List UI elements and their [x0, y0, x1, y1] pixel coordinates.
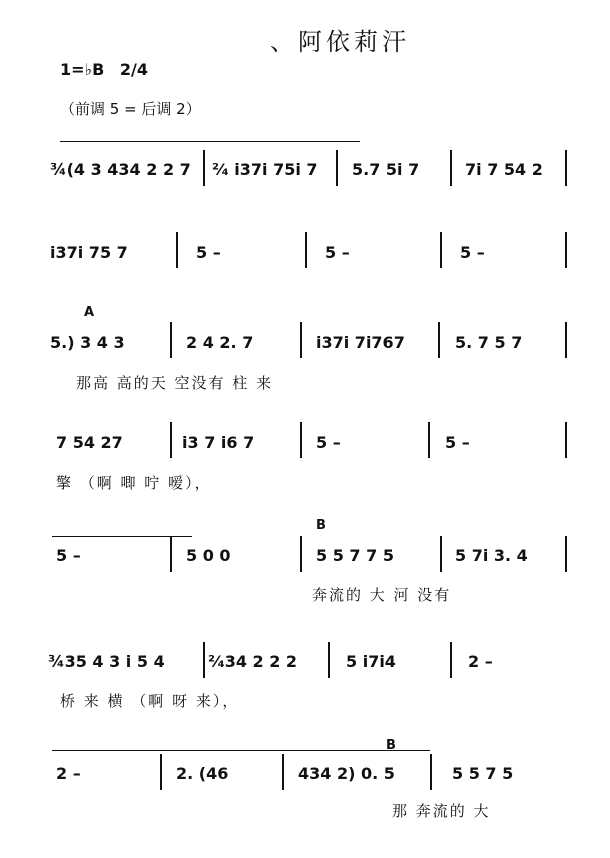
- measure-notes: 5 7i 3. 4: [455, 546, 528, 565]
- barline: [565, 232, 567, 268]
- measure-notes: 5 –: [196, 243, 221, 262]
- barline: [170, 536, 172, 572]
- measure-notes: 5. 7 5 7: [455, 333, 523, 352]
- barline: [565, 150, 567, 186]
- measure-notes: i3 7 i6 7: [182, 433, 255, 452]
- page-title: 、阿依莉汗: [270, 28, 410, 56]
- measure-notes: ¾35 4 3 i 5 4: [48, 652, 165, 671]
- measure-notes: 5 –: [325, 243, 350, 262]
- measure-notes: ¾(4 3 434 2 2 7: [50, 160, 191, 179]
- measure-notes: 2 4 2. 7: [186, 333, 254, 352]
- measure-notes: 5.7 5i 7: [352, 160, 420, 179]
- measure-notes: i37i 7i767: [316, 333, 405, 352]
- measure-notes: 5 –: [56, 546, 81, 565]
- barline: [428, 422, 430, 458]
- barline: [328, 642, 330, 678]
- modulation-note: （前调 5 = 后调 2）: [60, 100, 201, 118]
- lyrics-line: 奔流的 大 河 没有: [312, 586, 452, 604]
- barline: [300, 322, 302, 358]
- time-signature: 2/4: [119, 60, 148, 79]
- barline: [305, 232, 307, 268]
- key-text: 1=♭B: [60, 60, 105, 79]
- lyrics-line: 那高 高的天 空没有 柱 来: [76, 374, 274, 392]
- barline: [336, 150, 338, 186]
- section-mark-a: A: [84, 305, 95, 320]
- barline: [160, 754, 162, 790]
- barline: [170, 322, 172, 358]
- measure-notes: 2 –: [56, 764, 81, 783]
- barline: [176, 232, 178, 268]
- measure-notes: ²⁄₄ i37i 75i 7: [212, 160, 318, 179]
- key-signature: [60, 60, 148, 79]
- barline: [170, 422, 172, 458]
- measure-notes: 5.) 3 4 3: [50, 333, 125, 352]
- barline: [282, 754, 284, 790]
- measure-notes: 2 –: [468, 652, 493, 671]
- measure-notes: 5 –: [316, 433, 341, 452]
- barline: [203, 642, 205, 678]
- section-mark-b: B: [386, 738, 396, 753]
- barline: [440, 536, 442, 572]
- measure-notes: i37i 75 7: [50, 243, 128, 262]
- measure-notes: 5 –: [445, 433, 470, 452]
- measure-notes: 434 2) 0. 5: [298, 764, 395, 783]
- barline: [440, 232, 442, 268]
- barline: [438, 322, 440, 358]
- measure-notes: 5 –: [460, 243, 485, 262]
- measure-notes: 7 54 27: [56, 433, 123, 452]
- barline: [565, 422, 567, 458]
- lyrics-line: 擎 （啊 唧 咛 嗳），: [56, 474, 212, 492]
- measure-notes: 5 5 7 7 5: [316, 546, 394, 565]
- barline: [565, 322, 567, 358]
- slur-line: [52, 750, 430, 751]
- barline: [300, 422, 302, 458]
- lyrics-line: 那 奔流的 大: [392, 802, 491, 820]
- measure-notes: 5 i7i4: [346, 652, 396, 671]
- section-mark-b: B: [316, 518, 326, 533]
- measure-notes: 5 0 0: [186, 546, 231, 565]
- measure-notes: ²⁄₄34 2 2 2: [208, 652, 298, 671]
- barline: [430, 754, 432, 790]
- barline: [203, 150, 205, 186]
- barline: [565, 536, 567, 572]
- barline: [450, 150, 452, 186]
- measure-notes: 5 5 7 5: [452, 764, 514, 783]
- barline: [450, 642, 452, 678]
- slur-line: [60, 141, 360, 142]
- measure-notes: 7i 7 54 2: [465, 160, 543, 179]
- barline: [300, 536, 302, 572]
- measure-notes: 2. (46: [176, 764, 229, 783]
- lyrics-line: 桥 来 横 （啊 呀 来），: [60, 692, 240, 710]
